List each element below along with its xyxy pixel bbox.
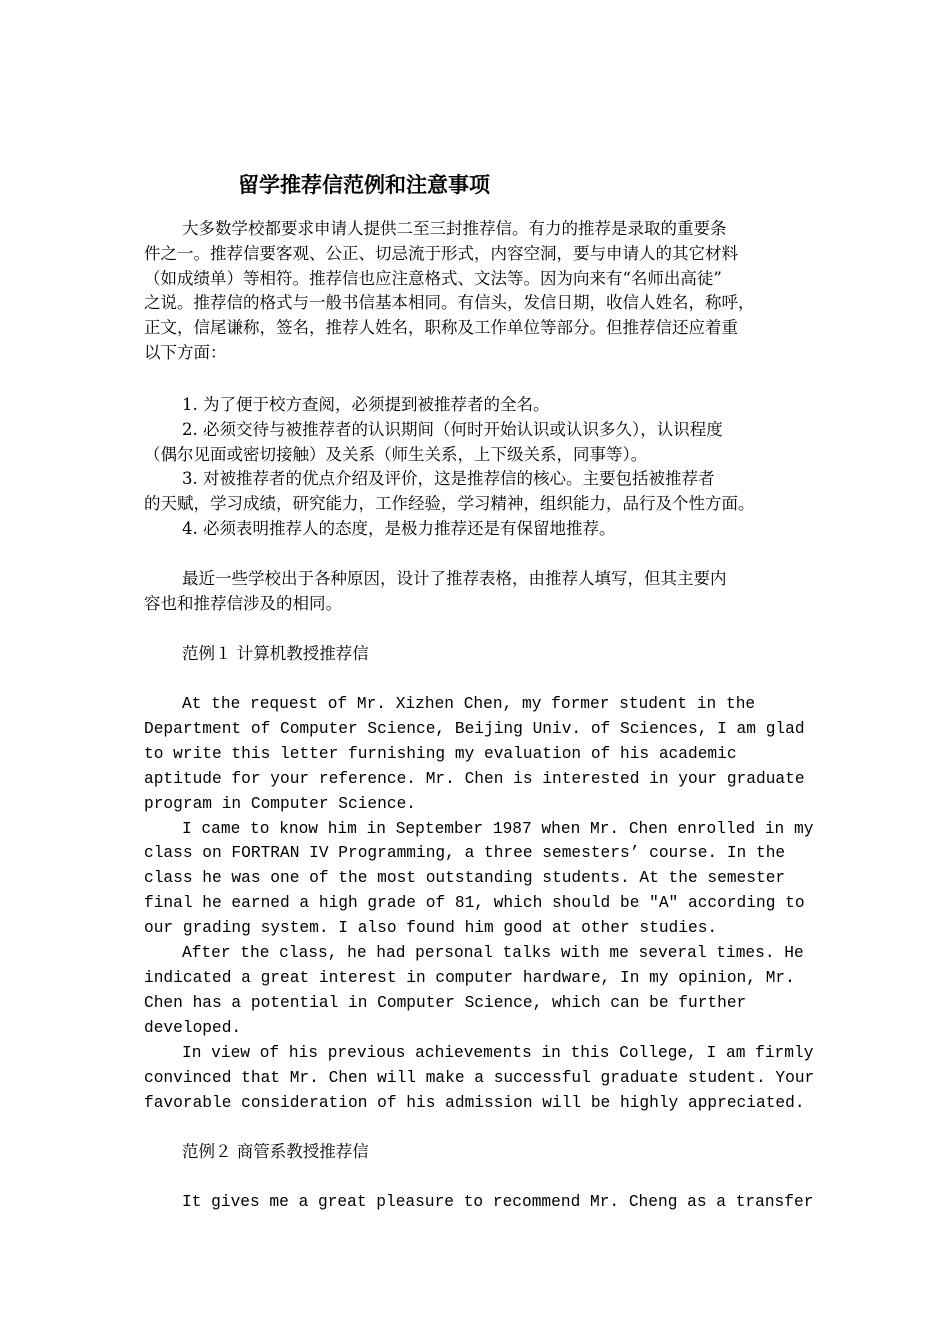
list-item-continuation: 的天赋，学习成绩，研究能力，工作经验，学习精神，组织能力，品行及个性方面。 bbox=[144, 494, 755, 514]
letter-line: indicated a great interest in computer hardware, In my opinion, Mr. bbox=[144, 968, 795, 987]
letter-line: favorable consideration of his admission will be highly appreciated. bbox=[144, 1093, 805, 1112]
list-item: 1. 为了便于校方查阅，必须提到被推荐者的全名。 bbox=[182, 395, 550, 414]
letter-line: developed. bbox=[144, 1018, 242, 1037]
paragraph-line: 件之一。推荐信要客观、公正、切忌流于形式，内容空洞，要与申请人的其它材料 bbox=[144, 243, 738, 263]
list-item: 3. 对被推荐者的优点介绍及评价，这是推荐信的核心。主要包括被推荐者 bbox=[182, 469, 715, 489]
note-paragraph bbox=[144, 567, 809, 617]
letter-line: I came to know him in September 1987 when Mr. Chen enrolled in my bbox=[182, 819, 814, 838]
letter-line: program in Computer Science. bbox=[144, 794, 416, 813]
paragraph-line: 之说。推荐信的格式与一般书信基本相同。有信头，发信日期，收信人姓名，称呼， bbox=[144, 293, 755, 313]
points-list bbox=[144, 393, 809, 542]
paragraph-line: （如成绩单）等相符。推荐信也应注意格式、文法等。因为向来有“名师出高徒” bbox=[144, 268, 722, 288]
letter-line: Department of Computer Science, Beijing Univ. of Sciences, I am glad bbox=[144, 719, 805, 738]
example1-letter bbox=[144, 692, 814, 1115]
example2-letter bbox=[144, 1190, 814, 1215]
letter-line: final he earned a high grade of 81, which should be "A" according to bbox=[144, 894, 805, 913]
letter-line: convinced that Mr. Chen will make a successful graduate student. Your bbox=[144, 1068, 815, 1087]
paragraph-line: 容也和推荐信涉及的相同。 bbox=[144, 593, 342, 613]
paragraph-line: 大多数学校都要求申请人提供二至三封推荐信。有力的推荐是录取的重要条 bbox=[182, 219, 727, 238]
letter-line: It gives me a great pleasure to recommend Mr. Cheng as a transfer bbox=[182, 1193, 814, 1211]
list-item-continuation: （偶尔见面或密切接触）及关系（师生关系，上下级关系，同事等）。 bbox=[144, 444, 648, 464]
document-title: 留学推荐信范例和注意事项 bbox=[238, 173, 490, 197]
letter-line: class on FORTRAN IV Programming, a three semesters’ course. In the bbox=[144, 844, 786, 863]
paragraph-line: 最近一些学校出于各种原因，设计了推荐表格，由推荐人填写，但其主要内 bbox=[182, 569, 727, 588]
paragraph-line: 以下方面： bbox=[144, 342, 227, 362]
list-item: 2. 必须交待与被推荐者的认识期间（何时开始认识或认识多久），认识程度 bbox=[182, 419, 723, 439]
intro-paragraph bbox=[144, 217, 809, 366]
letter-line: At the request of Mr. Xizhen Chen, my former student in the bbox=[182, 695, 756, 713]
letter-line: our grading system. I also found him good at other studies. bbox=[144, 919, 718, 938]
letter-line: In view of his previous achievements in this College, I am firmly bbox=[182, 1043, 814, 1062]
paragraph-line: 正文，信尾谦称，签名，推荐人姓名，职称及工作单位等部分。但推荐信还应着重 bbox=[144, 318, 738, 338]
example2-heading: 范例２ 商管系教授推荐信 bbox=[182, 1142, 369, 1161]
letter-line: aptitude for your reference. Mr. Chen is interested in your graduate bbox=[144, 769, 805, 788]
list-item: 4. 必须表明推荐人的态度，是极力推荐还是有保留地推荐。 bbox=[182, 518, 616, 538]
letter-line: class he was one of the most outstanding students. At the semester bbox=[144, 869, 786, 888]
letter-line: After the class, he had personal talks with me several times. He bbox=[182, 944, 804, 963]
letter-line: to write this letter furnishing my evaluation of his academic bbox=[144, 744, 737, 763]
letter-line: Chen has a potential in Computer Science, which can be further bbox=[144, 993, 747, 1012]
example1-heading: 范例１ 计算机教授推荐信 bbox=[182, 644, 369, 663]
